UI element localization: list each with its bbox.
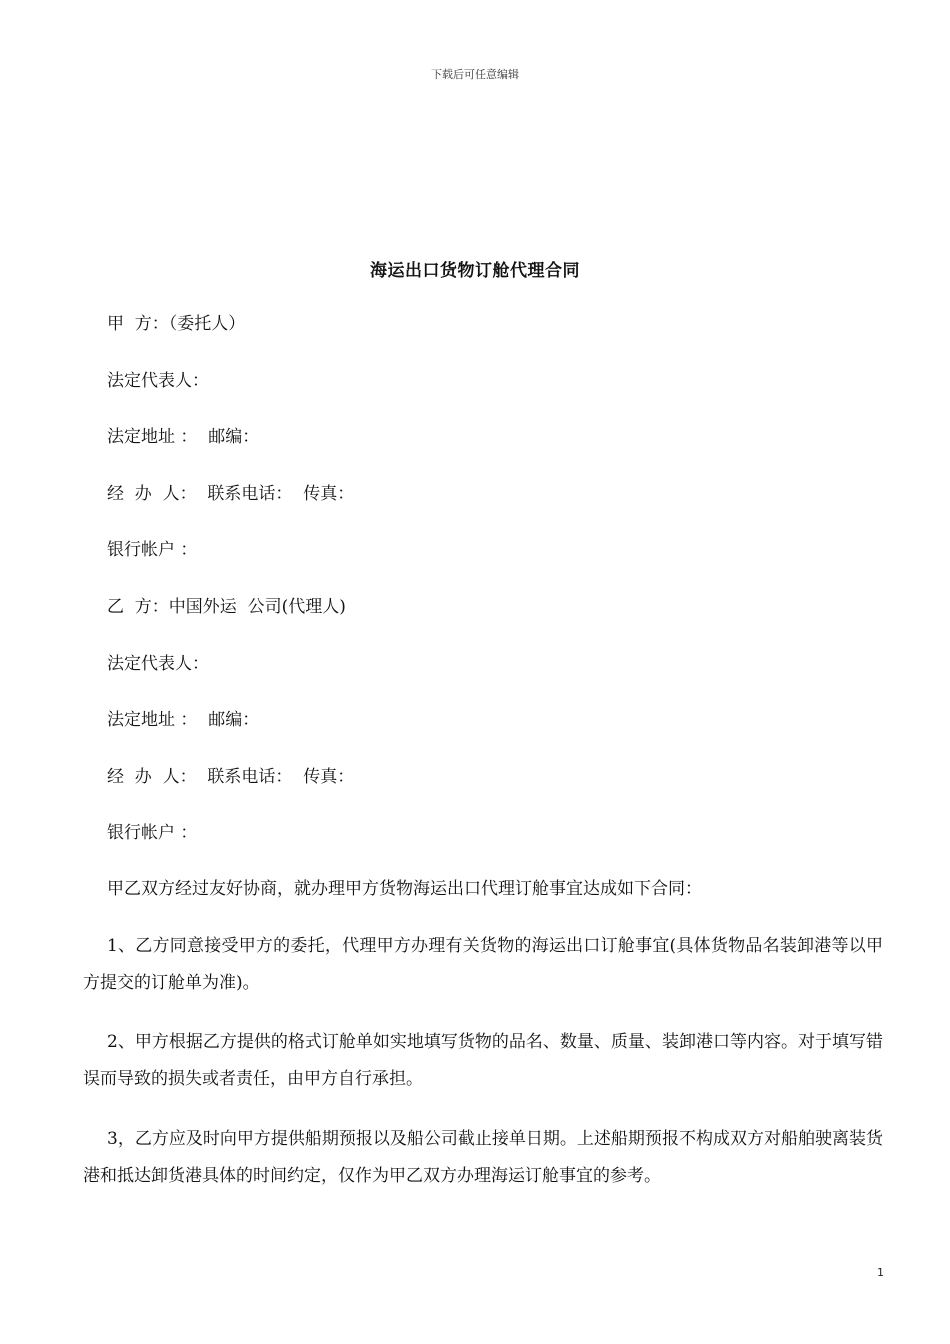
clause-2: 2、甲方根据乙方提供的格式订舱单如实地填写货物的品名、数量、质量、装卸港口等内容。对于填写错误而导致的损失或者责任，由甲方自行承担。 [83, 1032, 883, 1089]
party-a-bank: 银行帐户 ： [107, 540, 198, 560]
party-b-address: 法定地址 ： 邮编： [107, 710, 260, 730]
party-b-handler: 经 办 人： 联系电话： 传真： [107, 767, 355, 787]
page-number: 1 [877, 1266, 884, 1279]
party-b-line: 乙 方：中国外运 公司(代理人) [107, 597, 346, 617]
party-b-legal-rep: 法定代表人： [107, 654, 209, 674]
party-a-legal-rep: 法定代表人： [107, 371, 209, 391]
party-a-line: 甲 方：（委托人） [107, 314, 246, 334]
party-a-address: 法定地址 ： 邮编： [107, 427, 260, 447]
party-a-handler: 经 办 人： 联系电话： 传真： [107, 484, 355, 504]
party-b-bank: 银行帐户 ： [107, 823, 198, 843]
header-note: 下载后可任意编辑 [431, 68, 519, 81]
clause-3: 3，乙方应及时向甲方提供船期预报以及船公司截止接单日期。上述船期预报不构成双方对船舶驶离装货港和抵达卸货港具体的时间约定，仅作为甲乙双方办理海运订舱事宜的参考。 [83, 1129, 883, 1186]
clause-1: 1、乙方同意接受甲方的委托，代理甲方办理有关货物的海运出口订舱事宜(具体货物品名装卸港等以甲方提交的订舱单为准)。 [83, 936, 883, 993]
document-title: 海运出口货物订舱代理合同 [370, 261, 580, 281]
intro-paragraph: 甲乙双方经过友好协商，就办理甲方货物海运出口代理订舱事宜达成如下合同： [107, 879, 702, 899]
